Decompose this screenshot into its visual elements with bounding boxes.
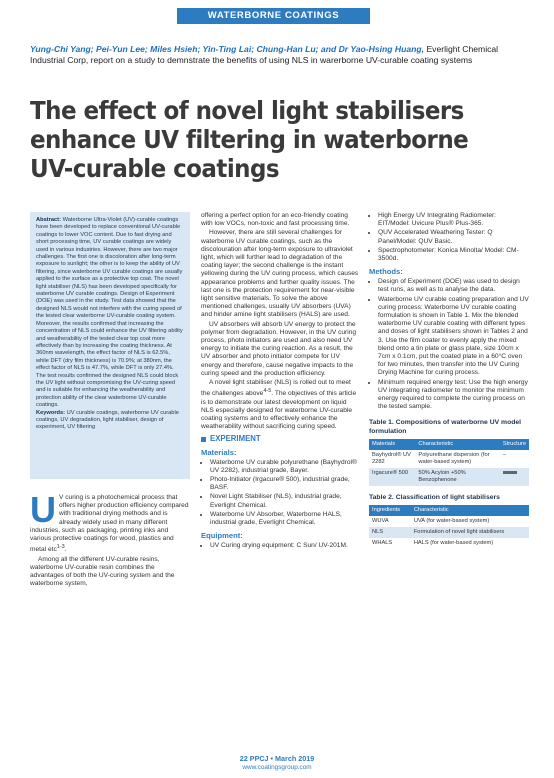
abstract-text: Waterborne Ultra-Violet (UV)-curable coatings have been developed to replace conventional UV-curable coatings to lower VOC content. Due to fast drying and short processing time, UV curable coatings are widely used in various industries. However, there are two major challenges. The first one is discoloration after long-term exposure to sunlight; the other is to keep the ability of UV filtering, since waterborne UV curable coatings are usually applied to the surface as a protective top coat. The novel light stabiliser (NLS) has been developed specifically for waterborne UV curable coatings. Design of Experiment (DOE) was used in the study. Test data showed that the designed NLS would not interfere with the curing speed of the tested clear waterborne UV-curable coating system. Moreover, the results confirmed that increasing the concentration of NLS could enhance the UV filtering ability and weatherability of the tested clear top coat more effectively than by increasing the coating thickness. At 360nm wavelength, the effect factor of NLS is 62.5%, while DFT (dry film thickness) is 70.9%; at 380nm, the effect factor of NLS is 47.7%, while DFT is only 27.4%. The test results confirmed the designed NLS could block the UV light without compromising the UV-curing speed and is suitable for enhancing the weatherability and protection ability of the clear waterborne UV-curable coatings. [36,217,183,409]
table-row: Irgacure® 500 50% Acyloin +50% Benzophenone [369,468,529,486]
equipment-list [201,542,359,550]
table-row: WUVA UVA (for water-based system) [372,518,490,525]
mid-paragraph-1: However, there are still several challenges for waterborne UV curable coatings, such as the discolouration after long-term exposure to ultraviolet light, which will further lead to degradation of the coating layer; the second challenge is the instant yellowing during the UV curing process, which causes appearance problems and further quality issues. The last one is the protection requirement for near-visible light sensitive materials. To solve the above mentioned challenges, usually UV absorbers (UVA) and hinder amine light stabilisers (HALS) are used. [201,229,359,319]
materials-heading: Materials: [201,447,237,457]
author-affiliation: Everlight Chemical Industrial Corp, report on a study to demnstrate the benefits of using NLS in warerborne UV-curable coating systems [30,44,499,65]
drop-cap: U [30,489,56,530]
right-column [369,212,529,549]
page-number: 22 PPCJ • March 2019 [239,754,315,763]
table-header: Characteristic [411,505,529,516]
list-item: • UV Curing drying equipment: C Sun/ UV-201M. [210,542,359,550]
list-item: • QUV Accelerated Weathering Tester: Q Panel/Model: QUV Basic. [378,229,529,245]
materials-list [201,459,359,528]
table-header: Materials [369,439,415,450]
middle-column [201,212,359,552]
article-title: The effect of novel light stabilisers enhance UV filtering in waterborne UV-curable coatings [30,96,469,183]
intro-paragraph-1: V curing is a photochemical process that offers higher production efficiency compared with traditional drying methods and is already widely used in many different industries, such as packaging, printing inks and various protective coatings for wood, plastics and metal etc$^{1-3}$. [30,494,189,554]
list-item: • Novel Light Stabiliser (NLS), industrial grade, Everlight Chemical. [210,493,359,509]
mid-paragraph-2: UV absorbers will absorb UV energy to protect the polymer from degradation. However, in the UV curing process, photo initiators are used and also need UV energy to initiate the curing reaction. As a result, the UV absorber and photo initiator compete for UV energy and therefore, cause negative impacts to the curing speed and the production efficiency. [201,320,357,377]
list-item: • Waterborne UV curable coating preparation and UV curing process: Waterborne UV curable coating formulation is shown in Table 1. Mix the blended waterborne UV curable coating with different types and doses of light stabilisers shown in Tables 2 and 3. Use the film coater to evenly apply the mixed blend onto a tin plate or glass plate, size 10cm x 7cm x 0.1cm, put the coated plate in a 60°C oven for two minutes, then transfer into the UV Curing Drying Machine for curing process. [378,296,529,378]
chemical-structure-icon [503,471,517,474]
methods-list [369,278,529,411]
footer-url[interactable]: www.coatingsgroup.com [242,764,312,771]
methods-heading: Methods: [369,267,403,277]
intro-paragraph-2: Among all the different UV-curable resins, waterborne UV-curable resin combines the advantages of both the UV-curing system and the waterborne system, [30,555,175,588]
mid-paragraph-0: offering a perfect option for an eco-friendly coating with low VOCs, non-toxic and fast processing time. [201,212,350,228]
mid-paragraph-3: A novel light stabiliser (NLS) is rolled out to meet the challenges above$^{4-5}$. The objectives of this article is to demonstrate our latest development on liquid NLS especially designed for waterborne UV-curable coating systems and to effectively enhance the weatherability without sacrificing curing speed. [201,379,357,431]
equipment-heading: Equipment: [201,531,243,541]
table1 [369,439,529,486]
abstract-label: Abstract: [36,217,61,223]
experiment-heading: EXPERIMENT [201,435,359,443]
section-label: WATERBORNE COATINGS [177,8,370,24]
list-item: • Photo-Initiator (Irgacure® 500), industrial grade, BASF. [210,476,359,492]
keywords-text: UV curable coatings, waterborne UV curable coatings, UV degradation, light stabiliser, design of experiment, UV filtering [36,409,179,431]
table-row: Bayhydrol® UV 2282 Polyurethane dispersion (for water-based system) – [372,451,507,465]
table2-title: Table 2. Classification of light stabilisers [369,493,500,501]
list-item: • Design of Experiment (DOE) was used to design test runs, as well as to analyse the data. [378,278,529,294]
abstract-box [30,212,190,479]
list-item: • Minimum required energy test: Use the high energy UV integrating radiometer to monitor the minimum energy required to complete the curing process on the tested sample. [378,379,529,412]
intro-column [30,489,190,589]
header-banner [0,0,554,27]
table-header: Ingredients [369,505,411,516]
list-item: • High Energy UV Integrating Radiometer: EIT/Model: Uvicure Plus® Plus-365. [378,212,529,228]
table-header: Characteristic [415,439,499,450]
equipment-list-cont [369,212,529,263]
table1-title: Table 1. Compositions of waterborne UV model formulation [369,419,522,435]
list-item: • Waterborne UV Absorber, Waterborne HALS, industrial grade, Everlight Chemical. [210,511,359,527]
keywords-label: Keywords: [36,409,66,416]
section-square-icon [201,437,206,442]
author-line [30,44,530,66]
author-names: Yung-Chi Yang; Pei-Yun Lee; Miles Hsieh; Yin-Ting Lai; Chung-Han Lu; and Dr Yao-Hsing Huang, [30,44,425,54]
list-item: • Waterborne UV curable polyurethane (Bayhydrol® UV 2282), industrial grade, Bayer. [210,459,359,475]
table-header: Structure [500,439,529,450]
table-row: WHALS HALS (for water-based system) [372,540,494,547]
page-footer [0,754,554,771]
table-row: NLS Formulation of novel light stabilisers [369,527,529,538]
list-item: • Spectrophotometer: Konica Minolta/ Model: CM-3500d. [378,247,529,263]
table2 [369,505,529,549]
